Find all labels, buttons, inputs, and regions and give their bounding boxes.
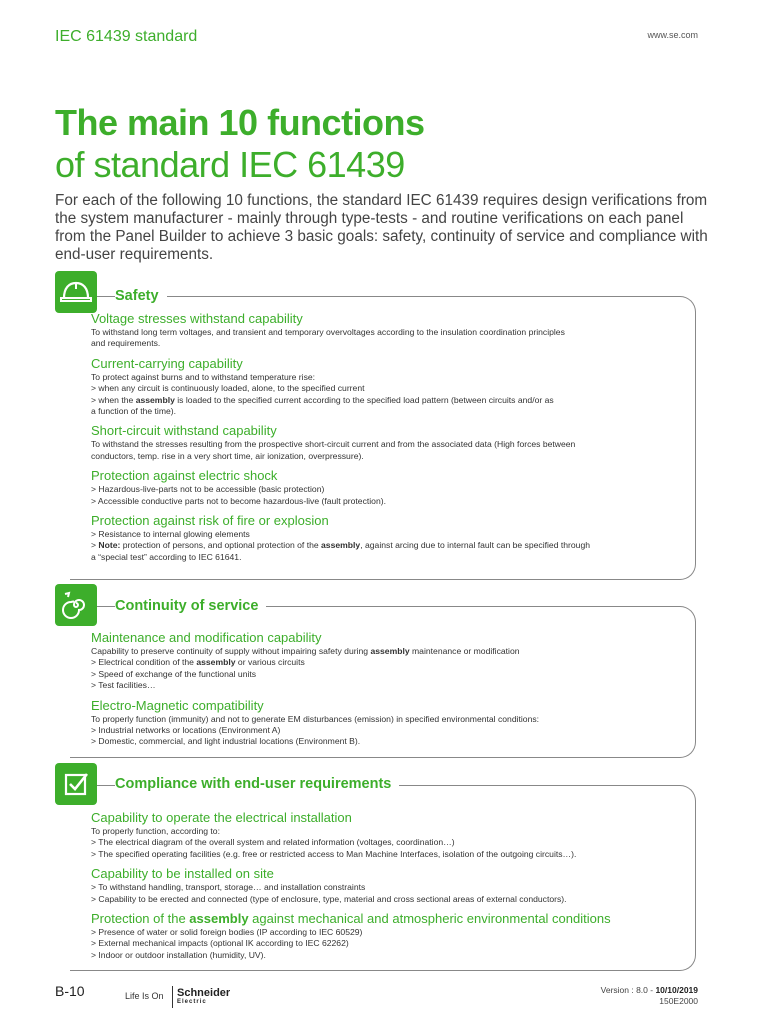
- function-item: [91, 910, 691, 961]
- detail-segment: conductors, temp. rise in a very short time, air ionization, overpressure).: [91, 450, 364, 461]
- function-detail-line: [91, 383, 691, 394]
- function-detail-line: [91, 680, 691, 691]
- function-detail-line: [91, 552, 691, 563]
- function-item: [91, 355, 691, 418]
- function-detail-line: [91, 646, 691, 657]
- function-heading: [91, 422, 691, 439]
- hard-hat-icon: [55, 271, 97, 313]
- function-detail-line: [91, 395, 691, 406]
- detail-segment: > To withstand handling, transport, storage… and installation constraints: [91, 882, 366, 893]
- function-heading: [91, 865, 691, 882]
- function-detail-line: [91, 736, 691, 747]
- heading-segment: Current-carrying capability: [91, 355, 243, 371]
- detail-segment: assembly: [196, 657, 236, 668]
- page-title: [55, 102, 715, 186]
- detail-segment: >: [91, 540, 99, 551]
- function-detail-line: [91, 372, 691, 383]
- heading-segment: Electro-Magnetic compatibility: [91, 697, 264, 713]
- detail-segment: To properly function (immunity) and not to generate EM disturbances (emission) in specified environmental conditions:: [91, 713, 540, 724]
- function-detail-line: [91, 849, 691, 860]
- function-detail-line: [91, 338, 691, 349]
- heading-segment: Protection of the: [91, 911, 190, 927]
- function-detail-line: [91, 725, 691, 736]
- detail-segment: protection of persons, and optional protection of the: [120, 540, 322, 551]
- function-detail-line: [91, 714, 691, 725]
- checkbox-icon: [55, 763, 97, 805]
- detail-segment: > The specified operating facilities (e.g. free or restricted access to Man Machine Interfaces, isolation of the outgoing circuits…).: [91, 848, 577, 859]
- function-heading: [91, 512, 691, 529]
- function-detail-line: [91, 406, 691, 417]
- detail-segment: or various circuits: [235, 657, 305, 668]
- function-heading: [91, 467, 691, 484]
- function-detail-line: [91, 826, 691, 837]
- logo-tagline: Life Is On: [125, 991, 164, 1001]
- logo-sub: Electric: [177, 999, 207, 1005]
- detail-segment: Note:: [98, 540, 121, 551]
- detail-segment: To withstand long term voltages, and transient and temporary overvoltages according to the insulation coordination principles: [91, 327, 565, 337]
- logo-divider: [172, 986, 173, 1008]
- heading-segment: Capability to be installed on site: [91, 866, 274, 882]
- function-item: [91, 697, 691, 748]
- heading-segment: Maintenance and modification capability: [91, 630, 322, 645]
- title-line-1: The main 10 functions: [55, 102, 425, 143]
- detail-segment: > External mechanical impacts (optional IK according to IEC 62262): [91, 938, 349, 949]
- function-detail-line: [91, 938, 691, 949]
- function-detail-line: [91, 529, 691, 540]
- detail-segment: maintenance or modification: [409, 646, 520, 656]
- function-detail-line: [91, 837, 691, 848]
- safety-items: [91, 310, 691, 568]
- function-detail-line: [91, 484, 691, 495]
- intro-paragraph: For each of the following 10 functions, the standard IEC 61439 requires design verifications from the system manufacturer - mainly through type-tests - and routine verifications on each panel from the Panel Builder to achieve 3 basic goals: safety, continuity of service and compliance with end-user requirements.: [55, 192, 708, 263]
- detail-segment: a function of the time).: [91, 406, 177, 417]
- function-item: [91, 865, 691, 905]
- logo-name: Schneider: [177, 987, 231, 999]
- function-detail-line: [91, 927, 691, 938]
- heading-segment: against mechanical and atmospheric environmental conditions: [248, 911, 611, 927]
- detail-segment: > Accessible conductive parts not to become hazardous-live (fault protection).: [91, 495, 386, 506]
- detail-segment: To withstand the stresses resulting from the prospective short-circuit current and from the associated data (High forces between: [91, 439, 576, 450]
- website-link[interactable]: www.se.com: [647, 30, 698, 40]
- detail-segment: > when the: [91, 394, 136, 405]
- function-item: [91, 467, 691, 507]
- detail-segment: > Speed of exchange of the functional units: [91, 668, 257, 679]
- detail-segment: is loaded to the specified current according to the specified load pattern (between circuits and/or as: [174, 394, 554, 405]
- function-detail-line: [91, 950, 691, 961]
- function-detail-line: [91, 894, 691, 905]
- function-detail-line: [91, 439, 691, 450]
- function-item: [91, 422, 691, 462]
- detail-segment: > Test facilities…: [91, 680, 156, 691]
- section-title-safety: Safety: [115, 288, 167, 304]
- detail-segment: a “special test” according to IEC 61641.: [91, 551, 242, 562]
- document-code: 150E2000: [659, 996, 698, 1006]
- detail-segment: , against arcing due to internal fault can be specified through: [360, 540, 591, 551]
- page-number: B-10: [55, 983, 85, 999]
- version-info: [601, 985, 698, 995]
- heading-segment: Protection against risk of fire or explosion: [91, 513, 329, 529]
- function-heading: [91, 355, 691, 372]
- function-item: [91, 512, 691, 563]
- detail-segment: > Resistance to internal glowing elements: [91, 529, 250, 540]
- title-line-2: of standard IEC 61439: [55, 144, 405, 185]
- detail-segment: > when any circuit is continuously loaded, alone, to the specified current: [91, 383, 365, 394]
- function-item: [91, 809, 691, 860]
- version-label: Version : 8.0 -: [600, 985, 656, 995]
- heading-segment: Capability to operate the electrical installation: [91, 810, 352, 825]
- detail-segment: > Electrical condition of the: [91, 657, 197, 668]
- section-title-compliance: Compliance with end-user requirements: [115, 776, 399, 792]
- detail-segment: > Presence of water or solid foreign bodies (IP according to IEC 60529): [91, 927, 363, 938]
- detail-segment: > The electrical diagram of the overall system and related information (voltages, coordination…): [91, 837, 455, 848]
- function-item: [91, 310, 691, 350]
- standard-label: IEC 61439 standard: [55, 28, 198, 45]
- function-detail-line: [91, 657, 691, 668]
- function-detail-line: [91, 496, 691, 507]
- detail-segment: > Capability to be erected and connected (type of enclosure, type, material and cross sectional areas of external conductors).: [91, 893, 567, 904]
- continuity-items: [91, 629, 691, 753]
- heading-segment: assembly: [189, 911, 249, 927]
- function-detail-line: [91, 327, 691, 338]
- version-date: 10/10/2019: [655, 985, 698, 995]
- function-heading: [91, 310, 691, 327]
- detail-segment: > Domestic, commercial, and light industrial locations (Environment B).: [91, 736, 361, 747]
- spiral-arrow-icon: [55, 584, 97, 626]
- heading-segment: Voltage stresses withstand capability: [91, 311, 303, 326]
- detail-segment: > Indoor or outdoor installation (humidity, UV).: [91, 949, 266, 960]
- function-item: [91, 629, 691, 692]
- heading-segment: Short-circuit withstand capability: [91, 423, 277, 439]
- function-detail-line: [91, 882, 691, 893]
- function-detail-line: [91, 540, 691, 551]
- detail-segment: > Hazardous-live-parts not to be accessible (basic protection): [91, 484, 325, 495]
- detail-segment: > Industrial networks or locations (Environment A): [91, 725, 281, 736]
- compliance-items: [91, 809, 691, 966]
- function-heading: [91, 809, 691, 826]
- detail-segment: and requirements.: [91, 338, 161, 349]
- heading-segment: Protection against electric shock: [91, 468, 278, 484]
- function-detail-line: [91, 669, 691, 680]
- detail-segment: assembly: [370, 646, 410, 656]
- detail-segment: Capability to preserve continuity of supply without impairing safety during: [91, 646, 371, 656]
- detail-segment: To properly function, according to:: [91, 826, 220, 836]
- detail-segment: To protect against burns and to withstand temperature rise:: [91, 371, 316, 382]
- function-heading: [91, 910, 691, 927]
- section-title-continuity: Continuity of service: [115, 598, 266, 614]
- function-detail-line: [91, 451, 691, 462]
- detail-segment: assembly: [321, 540, 361, 551]
- detail-segment: assembly: [135, 394, 175, 405]
- function-heading: [91, 629, 691, 646]
- function-heading: [91, 697, 691, 714]
